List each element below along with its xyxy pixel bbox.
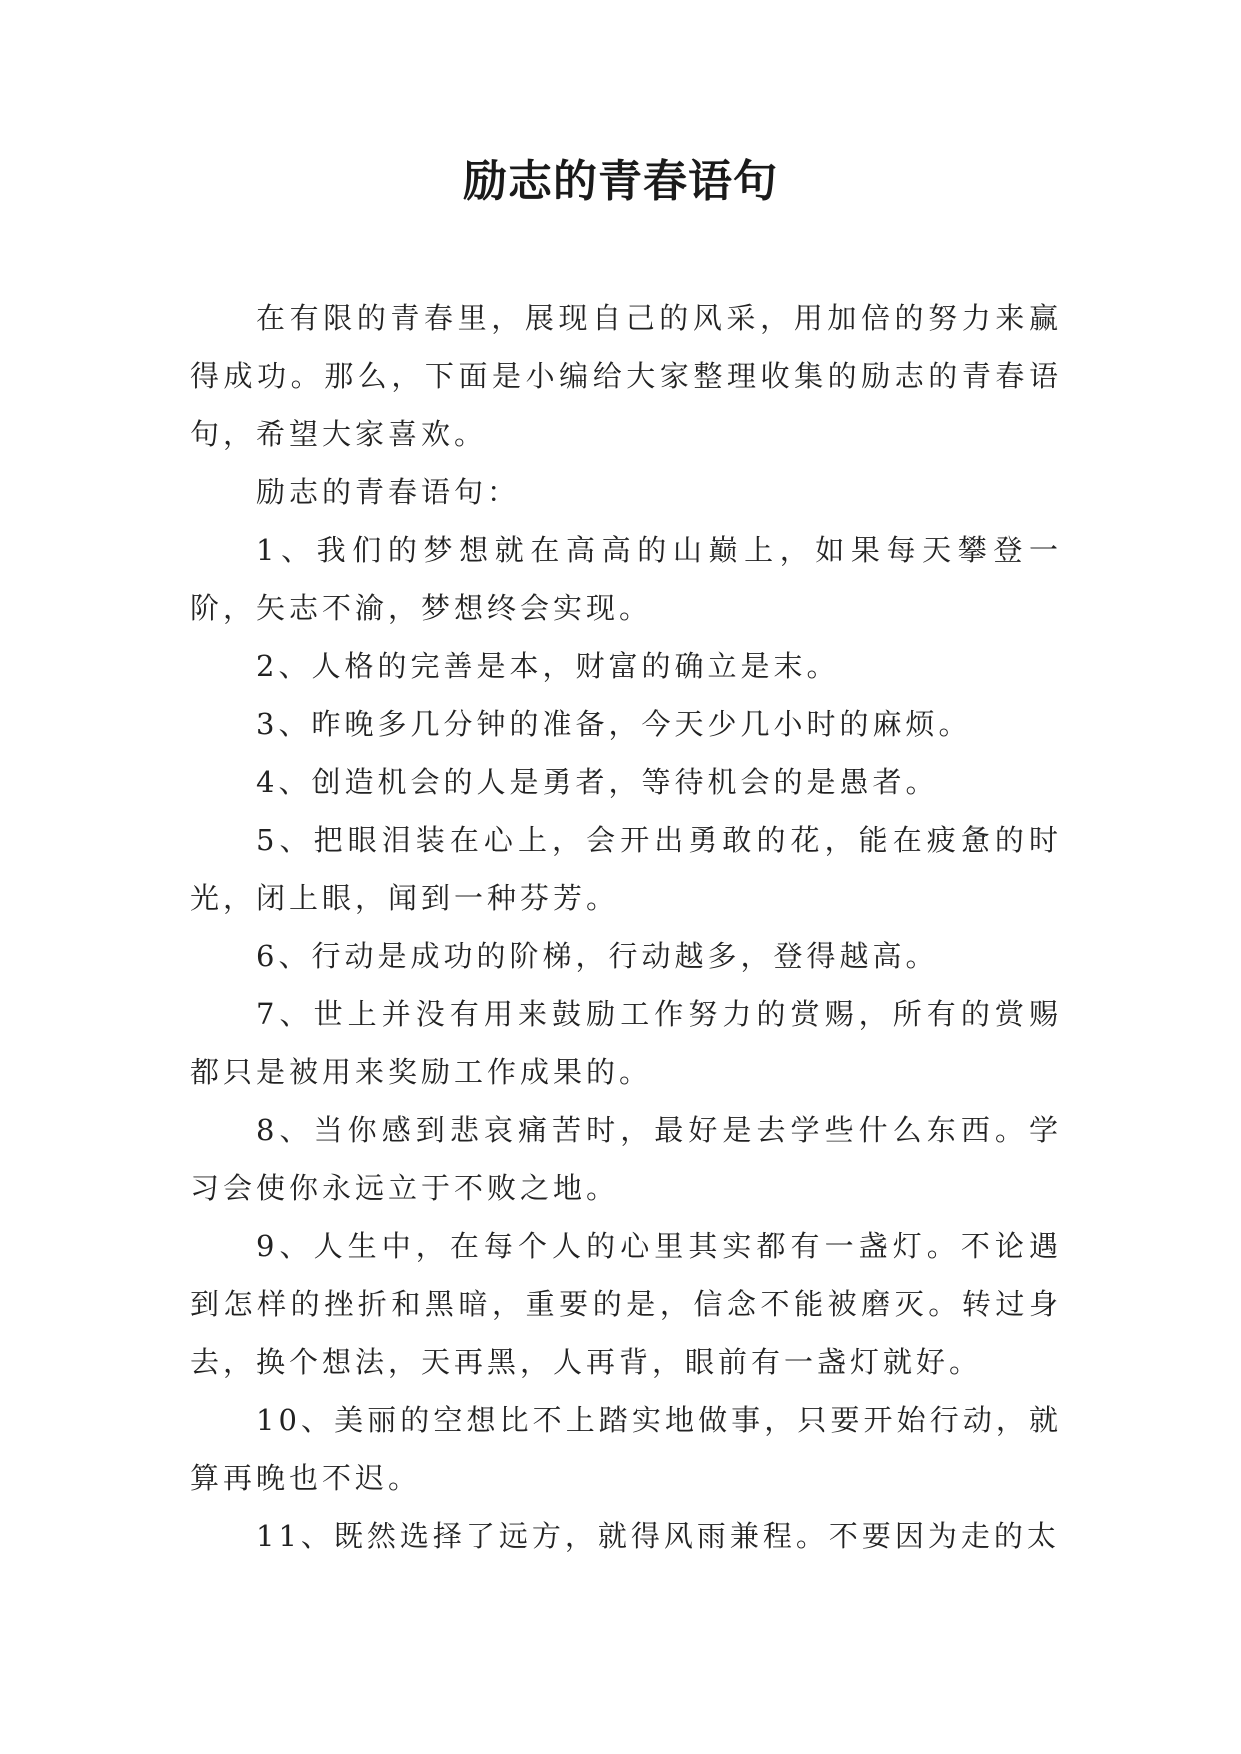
document-body (190, 289, 1062, 1565)
list-item: 1、我们的梦想就在高高的山巅上，如果每天攀登一阶，矢志不渝，梦想终会实现。 (190, 533, 1062, 625)
list-item: 4、创造机会的人是勇者，等待机会的是愚者。 (256, 765, 939, 799)
list-item: 10、美丽的空想比不上踏实地做事，只要开始行动，就算再晚也不迟。 (190, 1403, 1062, 1495)
list-item: 6、行动是成功的阶梯，行动越多，登得越高。 (256, 939, 939, 973)
list-item: 9、人生中，在每个人的心里其实都有一盏灯。不论遇到怎样的挫折和黑暗，重要的是，信念不能被磨灭。转过身去，换个想法，天再黑，人再背，眼前有一盏灯就好。 (190, 1229, 1062, 1379)
section-heading: 励志的青春语句： (256, 475, 521, 509)
intro-paragraph: 在有限的青春里，展现自己的风采，用加倍的努力来赢得成功。那么，下面是小编给大家整理收集的励志的青春语句，希望大家喜欢。 (190, 301, 1062, 451)
list-item: 3、昨晚多几分钟的准备，今天少几小时的麻烦。 (256, 707, 972, 741)
document-title: 励志的青春语句 (463, 156, 778, 207)
list-item: 8、当你感到悲哀痛苦时，最好是去学些什么东西。学习会使你永远立于不败之地。 (190, 1113, 1062, 1205)
list-item: 11、既然选择了远方，就得风雨兼程。不要因为走的太 (256, 1519, 1060, 1553)
list-item: 5、把眼泪装在心上，会开出勇敢的花，能在疲惫的时光，闭上眼，闻到一种芬芳。 (190, 823, 1062, 915)
list-item: 7、世上并没有用来鼓励工作努力的赏赐，所有的赏赐都只是被用来奖励工作成果的。 (190, 997, 1062, 1089)
list-item: 2、人格的完善是本，财富的确立是末。 (256, 649, 840, 683)
